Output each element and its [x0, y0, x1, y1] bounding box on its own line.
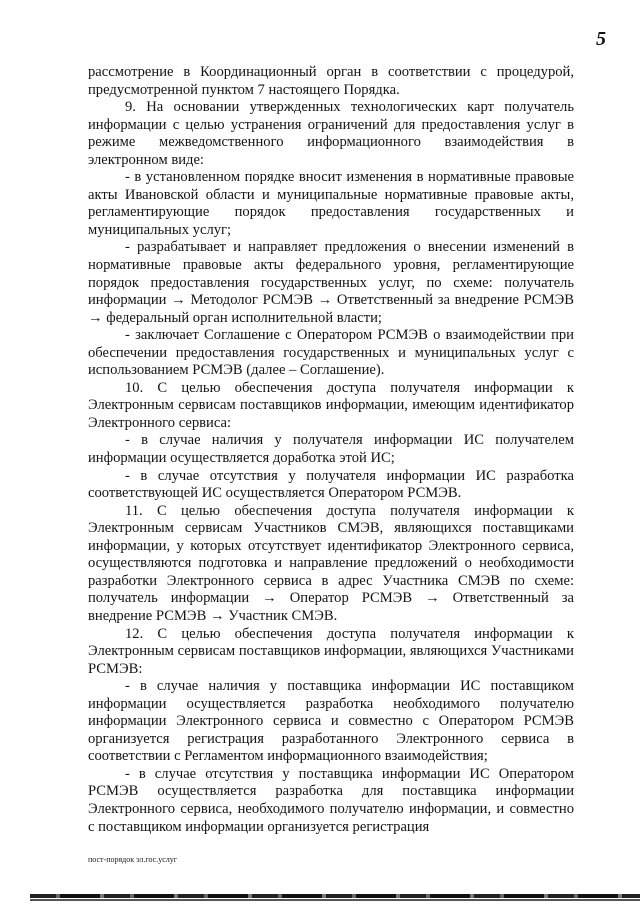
- paragraph-continuation: рассмотрение в Координационный орган в соответствии с процедурой, предусмотренной пунктом 7 настоящего Порядка.: [88, 64, 574, 98]
- paragraph-item-10-bullet-2: - в случае отсутствия у получателя информации ИС разработка соответствующей ИС осуществляется Оператором РСМЭВ.: [88, 467, 574, 502]
- scan-edge-line: [30, 894, 640, 898]
- paragraph-item-10-bullet-1: - в случае наличия у получателя информации ИС получателем информации осуществляется доработка этой ИС;: [88, 432, 574, 467]
- paragraph-item-11: 11. С целью обеспечения доступа получателя информации к Электронным сервисам Участников СМЭВ, являющихся поставщиками информации, у которых отсутствует идентификатор Электронного сервиса, осуществляются подготовка и направление предложений о необходимости разработки Электронного сервиса в адрес Участника СМЭВ по схеме: получатель информации → Оператор РСМЭВ → Ответственный за внедрение РСМЭВ → Участник СМЭВ.: [88, 502, 574, 624]
- paragraph-item-10: 10. С целью обеспечения доступа получателя информации к Электронным сервисам поставщиков информации, имеющим идентификатор Электронного сервиса:: [88, 379, 574, 431]
- scan-edge-line-secondary: [30, 899, 640, 901]
- paragraph-item-9: 9. На основании утвержденных технологических карт получатель информации с целью устранения ограничений для предоставления услуг в режиме межведомственного информационного взаимодействия в электронном виде:: [88, 99, 574, 168]
- page-number: 5: [596, 28, 606, 50]
- paragraph-item-9-bullet-1: - в установленном порядке вносит изменения в нормативные правовые акты Ивановской области и муниципальные нормативные правовые акты, регламентирующие порядок предоставления государственных и муниципальных услуг;: [88, 169, 574, 238]
- paragraph-item-12: 12. С целью обеспечения доступа получателя информации к Электронным сервисам поставщиков информации, являющихся Участниками РСМЭВ:: [88, 625, 574, 677]
- paragraph-item-12-bullet-1: - в случае наличия у поставщика информации ИС поставщиком информации осуществляется разработка необходимого получателю информации Электронного сервиса и совместно с Оператором РСМЭВ организуется регистрация разработанного Электронного сервиса в соответствии с Регламентом информационного взаимодействия;: [88, 678, 574, 765]
- document-body: [88, 64, 574, 836]
- footer-file-note: пост-порядок эл.гос.услуг: [88, 855, 178, 864]
- paragraph-item-9-bullet-2: - разрабатывает и направляет предложения о внесении изменений в нормативные правовые акты федерального уровня, регламентирующие порядок предоставления государственных услуг, по схеме: получатель информации → Методолог РСМЭВ → Ответственный за внедрение РСМЭВ → федеральный орган исполнительной власти;: [88, 239, 574, 326]
- paragraph-item-12-bullet-2: - в случае отсутствия у поставщика информации ИС Оператором РСМЭВ осуществляется разработка для поставщика информации Электронного сервиса, необходимого получателю информации, и совместно с поставщиком информации организуется регистрация: [88, 765, 574, 835]
- paragraph-item-9-bullet-3: - заключает Соглашение с Оператором РСМЭВ о взаимодействии при обеспечении предоставления государственных и муниципальных услуг с использованием РСМЭВ (далее – Соглашение).: [88, 327, 574, 379]
